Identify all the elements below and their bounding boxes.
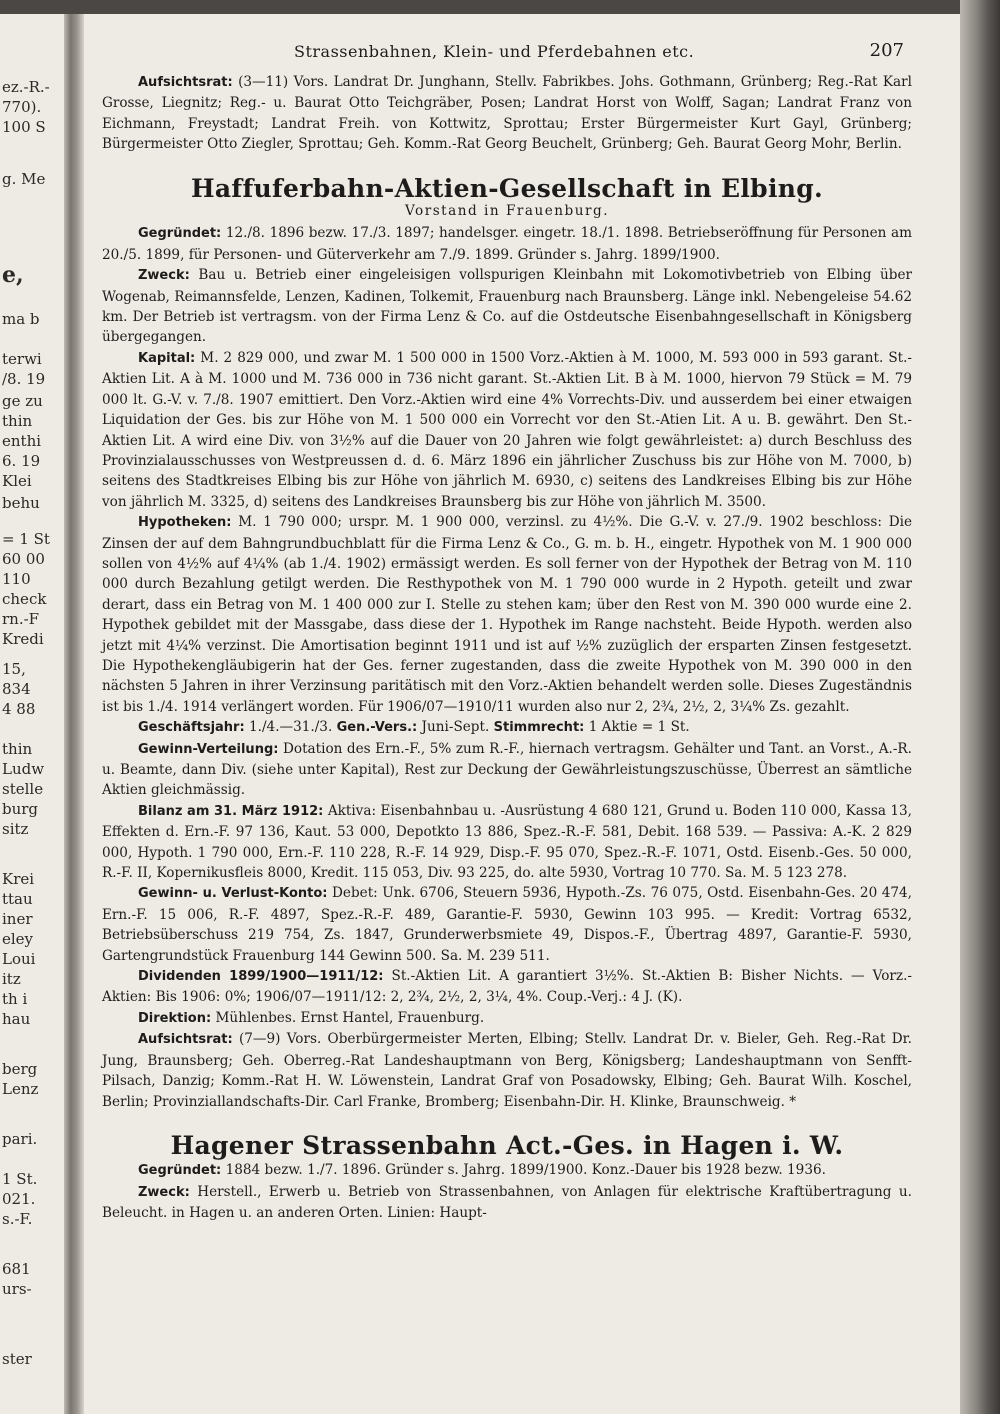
left-page-text-fragment: berg (2, 1060, 38, 1078)
left-page-text-fragment: ge zu (2, 392, 43, 410)
section-label: Zweck: (138, 268, 190, 284)
section-direktion (102, 1008, 912, 1029)
section-label: Dividenden 1899/1900—1911/12: (138, 969, 384, 985)
left-page-text-fragment: stelle (2, 780, 44, 798)
section-label: Gegründet: (138, 226, 222, 242)
left-page-text-fragment: e, (2, 262, 24, 288)
company-1-title: Haffuferbahn-Aktien-Gesellschaft in Elbing. (190, 173, 824, 203)
section-label: Geschäftsjahr: (138, 720, 245, 736)
left-page-text-fragment: 60 00 (2, 550, 45, 568)
section-label: Kapital: (138, 350, 196, 366)
left-page-text-fragment: terwi (2, 350, 42, 368)
section-dividenden (102, 966, 912, 1008)
header-title: Strassenbahnen, Klein- und Pferdebahnen etc. (294, 42, 695, 61)
left-page-text-fragment: 021. (2, 1190, 36, 1208)
left-page-text-fragment: hau (2, 1010, 31, 1028)
section-zweck (102, 265, 912, 348)
section-gewinn-verlust (102, 883, 912, 966)
left-page-text-fragment: eley (2, 930, 34, 948)
page-number: 207 (869, 40, 904, 61)
section-text: Debet: Unk. 6706, Steuern 5936, Hypoth.-Zs. 76 075, Ostd. Eisenbahn-Ges. 20 474, Ern.-F. 15 006, R.-F. 4897, Spez.-R.-F. 489, Garantie-F. 5930, Gewinn 103 995. — Kredit: Vortrag 6532, Betriebsüberschuss 219 754, Zs. 1847, Grunderwerbsmiete 49, Dispos.-F., Übertrag 4897, Garantie-F. 5930, Gartengrundstück Frauenburg 144 Gewinn 500. Sa. M. 239 511. (102, 885, 912, 964)
left-page-text-fragment: ttau (2, 890, 33, 908)
left-page-text-fragment: 770). (2, 98, 42, 116)
left-page-text-fragment: = 1 St (2, 530, 50, 548)
section-text: 1 Aktie = 1 St. (588, 719, 690, 736)
left-page-text-fragment: th i (2, 990, 28, 1008)
section-label: Gewinn-Verteilung: (138, 741, 279, 757)
left-page-text-fragment: 6. 19 (2, 452, 41, 470)
section-label: Gegründet: (138, 1163, 222, 1179)
section-text: M. 2 829 000, und zwar M. 1 500 000 in 1500 Vorz.-Aktien à M. 1000, M. 593 000 in 593 garant. St.-Aktien Lit. A à M. 1000 und M. 736 000 in 736 nicht garant. St.-Aktien Lit. B à M. 1000, hiervon 79 Stück = M. 79 000 lt. G.-V. v. 7./8. 1907 emittiert. Den Vorz.-Aktien wird eine 4% Vorrechts-Div. und ausserdem bei einer etwaigen Liquidation der Ges. bis zur Höhe von M. 1 500 000 ein Vorrecht vor den St.-Atien Lit. A u. B. gewährt. Den St.-Aktien Lit. A wird eine Div. von 3½% auf die Dauer von 20 Jahren wie folgt gewährleistet: a) durch Beschluss des Provinzialausschusses von Westpreussen d. d. 6. März 1896 ein jährlicher Zuschuss bis zur Höhe von M. 7000, b) seitens des Stadtkreises Elbing bis zur Höhe von jährlich M. 6930, c) seitens des Landkreises Elbing bis zur Höhe von jährlich M. 3325, d) seitens des Landkreises Braunsberg bis zur Höhe von jährlich M. 3500. (102, 349, 913, 510)
left-page-text-fragment: ster (2, 1350, 32, 1368)
left-page-text-fragment: enthi (2, 432, 42, 450)
intro-label: Aufsichtsrat: (138, 75, 233, 90)
left-page-text-fragment: 110 (2, 570, 31, 588)
running-header (84, 42, 960, 66)
section-text: (7—9) Vors. Oberbürgermeister Merten, Elbing; Stellv. Landrat Dr. v. Bieler, Geh. Reg.-Rat Dr. Jung, Braunsberg; Geh. Oberreg.-Rat Landeshauptmann von Berg, Königsberg; Landeshauptmann von Senfft-Pilsach, Danzig; Komm.-Rat H. W. Löwenstein, Landrat Graf von Posadowsky, Elbing; Geh. Baurat Wilh. Koschel, Berlin; Provinziallandschafts-Dir. Carl Franke, Bromberg; Eisenbahn-Dir. H. Klinke, Braunschweig. * (102, 1031, 912, 1110)
section-hypotheken (102, 512, 912, 717)
section-gegruendet (102, 223, 912, 265)
left-page-text-fragment: 15, (2, 660, 26, 678)
left-page-text-fragment: 681 (2, 1260, 31, 1278)
left-page-text-fragment: ez.-R.- (2, 78, 50, 96)
section-gewinn-verteilung (102, 739, 912, 801)
section-text: 1./4.—31./3. (249, 719, 333, 736)
left-page-text-fragment: rn.-F (2, 610, 40, 628)
section-label: Zweck: (138, 1184, 190, 1200)
page (84, 14, 960, 1414)
left-page-text-fragment: burg (2, 800, 39, 818)
section-text: Dotation des Ern.-F., 5% zum R.-F., hiernach vertragsm. Gehälter und Tant. an Vorst., A.-R. u. Beamte, dann Div. (siehe unter Kapital), Rest zur Deckung der Gewährleistungszuschüsse, Überrest an sämtliche Aktien gleichmässig. (102, 740, 912, 799)
section-kapital (102, 348, 912, 512)
section-label: Bilanz am 31. März 1912: (138, 803, 324, 819)
left-page-text-fragment: ma b (2, 310, 40, 328)
section-geschaeftsjahr (102, 717, 912, 738)
left-page-text-fragment: thin (2, 740, 33, 758)
section-label: Hypotheken: (138, 515, 232, 531)
left-page-text-fragment: Ludw (2, 760, 45, 778)
section-text: Herstell., Erwerb u. Betrieb von Strassenbahnen, von Anlagen für elektrische Kraftübertragung u. Beleucht. in Hagen u. an anderen Orten. Linien: Haupt- (102, 1183, 912, 1222)
company-2-sections (102, 1160, 912, 1223)
section-text: 1884 bezw. 1./7. 1896. Gründer s. Jahrg. 1899/1900. Konz.-Dauer bis 1928 bezw. 1936. (225, 1162, 826, 1179)
left-page-text-fragment: pari. (2, 1130, 38, 1148)
left-page-text-fragment: s.-F. (2, 1210, 33, 1228)
intro-aufsichtsrat (102, 72, 912, 155)
section-zweck (102, 1182, 912, 1224)
left-page-text-fragment: 4 88 (2, 700, 36, 718)
scan-right-edge (960, 0, 1000, 1414)
left-page-text-fragment: itz (2, 970, 21, 988)
section-label: Gen.-Vers.: (336, 720, 418, 736)
left-page-text-fragment: /8. 19 (2, 370, 46, 388)
section-label: Gewinn- u. Verlust-Konto: (138, 886, 328, 902)
left-page-fragment (0, 14, 70, 1414)
left-page-text-fragment: 1 St. (2, 1170, 38, 1188)
section-label: Direktion: (138, 1010, 212, 1026)
left-page-text-fragment: behu (2, 494, 40, 512)
page-content (102, 72, 912, 1224)
left-page-text-fragment: 834 (2, 680, 31, 698)
company-1-subtitle: Vorstand in Frauenburg. (404, 203, 610, 220)
section-bilanz (102, 801, 912, 884)
left-page-text-fragment: Lenz (2, 1080, 39, 1098)
section-label: Aufsichtsrat: (138, 1032, 233, 1048)
company-2-title: Hagener Strassenbahn Act.-Ges. in Hagen i. W. (170, 1130, 844, 1160)
left-page-text-fragment: Klei (2, 472, 32, 490)
section-text: St.-Aktien Lit. A garantiert 3½%. St.-Aktien B: Bisher Nichts. — Vorz.-Aktien: Bis 1906: 0%; 1906/07—1911/12: 2, 2¾, 2½, 2, 3¼, 4%. Coup.-Verj.: 4 J. (K). (102, 968, 912, 1006)
section-text: Juni-Sept. (421, 719, 490, 736)
scan-top-edge (0, 0, 1000, 14)
left-page-text-fragment: Loui (2, 950, 36, 968)
section-gegruendet (102, 1160, 912, 1181)
section-text: Bau u. Betrieb einer eingeleisigen vollspurigen Kleinbahn mit Lokomotivbetrieb von Elbing über Wogenab, Reimannsfelde, Lenzen, Kadinen, Tolkemit, Frauenburg nach Braunsberg. Länge inkl. Nebengeleise 54.62 km. Der Betrieb ist vertragsm. von der Firma Lenz & Co. auf die Ostdeutsche Eisenbahngesellschaft in Königsberg übergegangen. (102, 267, 912, 346)
left-page-text-fragment: sitz (2, 820, 29, 838)
section-text: Aktiva: Eisenbahnbau u. -Ausrüstung 4 680 121, Grund u. Boden 110 000, Kassa 13, Effekten d. Ern.-F. 97 136, Kaut. 53 000, Depotkto 13 886, Spez.-R.-F. 581, Debit. 168 539. — Passiva: A.-K. 2 829 000, Hypoth. 1 790 000, Ern.-F. 110 228, R.-F. 14 929, Disp.-F. 95 070, Spez.-R.-F. 1071, Ostd. Eisenb.-Ges. 50 000, R.-F. II, Kopernikusfleis 8000, Kredit. 115 053, Div. 93 225, do. alte 5930, Vortrag 10 770. Sa. M. 5 123 278. (102, 802, 913, 882)
left-page-text-fragment: iner (2, 910, 33, 928)
left-page-text-fragment: Krei (2, 870, 35, 888)
book-gutter (64, 14, 84, 1414)
left-page-text-fragment: thin (2, 412, 33, 430)
section-aufsichtsrat (102, 1029, 912, 1112)
section-label: Stimmrecht: (493, 720, 585, 736)
left-page-text-fragment: g. Me (2, 170, 46, 188)
left-page-text-fragment: urs- (2, 1280, 32, 1298)
left-page-text-fragment: Kredi (2, 630, 44, 648)
company-1-sections (102, 223, 912, 1111)
intro-text: (3—11) Vors. Landrat Dr. Junghann, Stellv. Fabrikbes. Johs. Gothmann, Grünberg; Reg.-Rat Karl Grosse, Liegnitz; Reg.- u. Baurat Otto Teichgräber, Posen; Landrat Horst von Wolff, Sagan; Landrat Franz von Eichmann, Freystadt; Landrat Freih. von Kottwitz, Sprottau; Erster Bürgermeister Kurt Gayl, Grünberg; Bürgermeister Otto Ziegler, Sprottau; Geh. Komm.-Rat Georg Beuchelt, Grünberg; Geh. Baurat Georg Mohr, Berlin. (102, 74, 912, 153)
section-text: 12./8. 1896 bezw. 17./3. 1897; handelsger. eingetr. 18./1. 1898. Betriebseröffnung für Personen am 20./5. 1899, für Personen- und Güterverkehr am 7./9. 1899. Gründer s. Jahrg. 1899/1900. (102, 225, 912, 263)
section-text: M. 1 790 000; urspr. M. 1 900 000, verzinsl. zu 4½%. Die G.-V. v. 27./9. 1902 beschloss: Die Zinsen der auf dem Bahngrundbuchblatt für die Firma Lenz & Co., G. m. b. H., eingetr. Hypothek von M. 1 900 000 sollen von 4½% auf 4¼% (ab 1./4. 1902) ermässigt werden. Es soll ferner von der Hypothek der Betrag von M. 110 000 durch Bezahlung getilgt werden. Die Resthypothek von M. 1 790 000 wurde in 2 Hypoth. geteilt und zwar derart, dass ein Betrag von M. 1 400 000 zur I. Stelle zu stehen kam; über den Rest von M. 390 000 wurde eine 2. Hypothek gebildet mit der Massgabe, dass diese der 1. Hypothek im Range nachsteht. Beide Hypoth. werden also jetzt mit 4¼% verzinst. Die Amortisation beginnt 1911 und ist auf ½% zuzüglich der ersparten Zinsen festgesetzt. Die Hypothekengläubigerin hat der Ges. ferner zugestanden, dass die zweite Hypothek von M. 390 000 in den nächsten 5 Jahren in ihrer Verzinsung paritätisch mit den Vorz.-Aktien behandelt werden solle. Dieses Zugeständnis ist bis 1./4. 1914 verlängert worden. Für 1906/07—1910/11 wurden also nur 2, 2¾, 2½, 2, 3¼% Zs. gezahlt. (102, 514, 912, 715)
left-page-text-fragment: check (2, 590, 47, 608)
section-text: Mühlenbes. Ernst Hantel, Frauenburg. (215, 1009, 485, 1026)
left-page-text-fragment: 100 S (2, 118, 46, 136)
